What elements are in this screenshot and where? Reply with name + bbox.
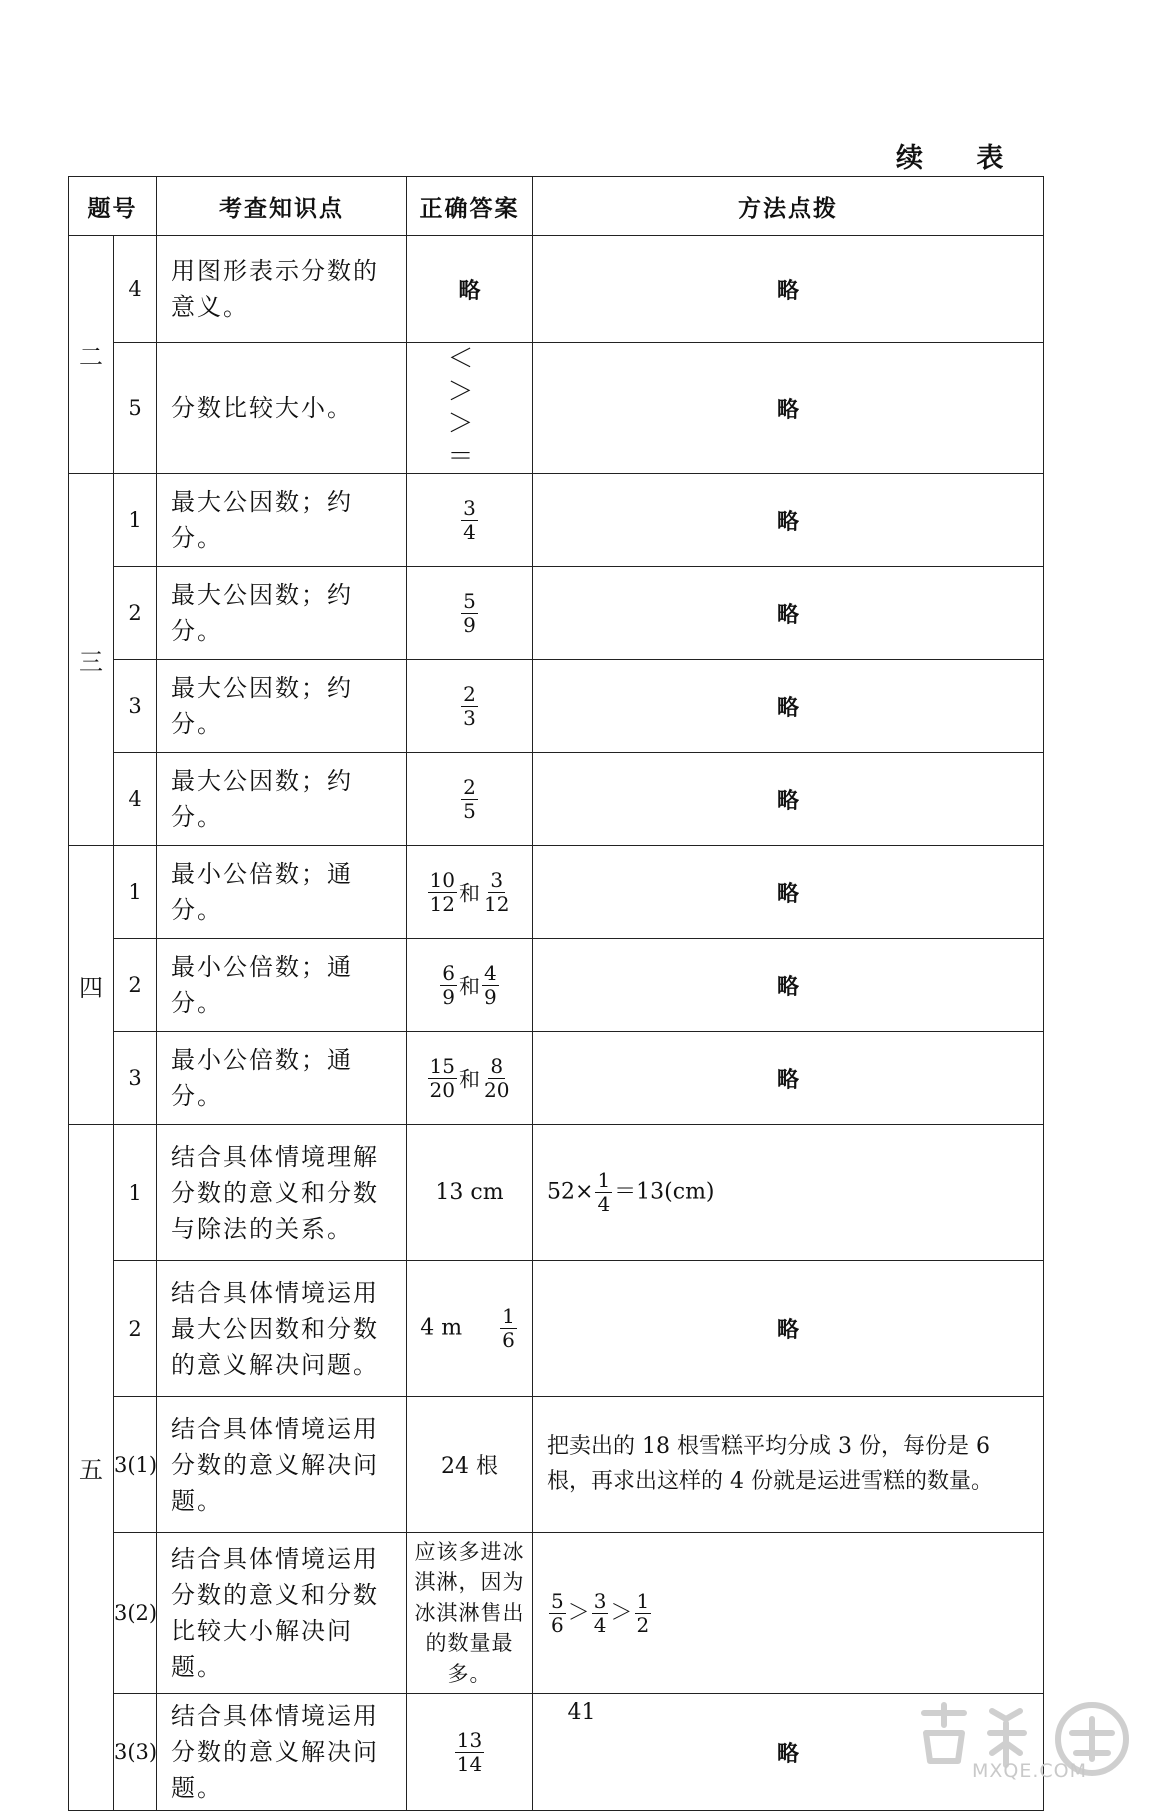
correct-answer <box>407 660 533 753</box>
fraction: $\frac{2}{5}$ <box>463 774 476 823</box>
method-tip: 把卖出的 18 根雪糕平均分成 3 份，每份是 6 根，再求出这样的 4 份就是运进雪糕的数量。 <box>533 1397 1044 1533</box>
section-label: 五 <box>69 1125 114 1811</box>
method-tip: 略 <box>533 343 1044 474</box>
answer-length: 4 m <box>420 1315 463 1341</box>
continued-table-label: 续 表 <box>896 143 1026 174</box>
question-number: 2 <box>114 567 157 660</box>
question-number: 1 <box>114 474 157 567</box>
method-tip: 略 <box>533 474 1044 567</box>
table-row <box>69 1125 1044 1261</box>
question-number: 4 <box>114 236 157 343</box>
knowledge-point: 结合具体情境理解分数的意义和分数与除法的关系。 <box>157 1125 407 1261</box>
knowledge-point: 结合具体情境运用分数的意义解决问题。 <box>157 1694 407 1811</box>
and-word: 和 <box>459 974 480 998</box>
header-question-number: 题号 <box>69 177 157 236</box>
method-tip: 略 <box>533 1261 1044 1397</box>
fraction: $\frac{3}{4}$ <box>593 1588 607 1637</box>
correct-answer <box>407 1261 533 1397</box>
question-number: 1 <box>114 1125 157 1261</box>
page-number: 41 <box>567 1700 596 1725</box>
answer-table <box>68 176 1044 1811</box>
method-tip: 略 <box>533 939 1044 1032</box>
greater-than-sign: ＞ <box>610 1600 633 1626</box>
correct-answer: 应该多进冰淇淋，因为冰淇淋售出的数量最多。 <box>407 1533 533 1694</box>
fraction: $\frac{8}{20}$ <box>484 1053 510 1102</box>
table-header-row <box>69 177 1044 236</box>
fraction: $\frac{1}{6}$ <box>502 1304 515 1352</box>
correct-answer <box>407 846 533 939</box>
correct-answer <box>407 474 533 567</box>
question-number: 3(3) <box>114 1694 157 1811</box>
formula-suffix: ＝13(cm) <box>614 1179 715 1205</box>
fraction: $\frac{3}{4}$ <box>463 495 476 544</box>
fraction: $\frac{1}{4}$ <box>597 1168 611 1216</box>
method-tip: 略 <box>533 236 1044 343</box>
correct-answer <box>407 567 533 660</box>
knowledge-point: 最小公倍数；通分。 <box>157 1032 407 1125</box>
correct-answer <box>407 1032 533 1125</box>
table-row <box>69 1533 1044 1694</box>
method-tip: 略 <box>533 846 1044 939</box>
table-row <box>69 939 1044 1032</box>
table-row <box>69 1032 1044 1125</box>
question-number: 5 <box>114 343 157 474</box>
knowledge-point: 最大公因数；约分。 <box>157 660 407 753</box>
section-label: 二 <box>69 236 114 474</box>
fraction: $\frac{5}{9}$ <box>463 588 476 637</box>
knowledge-point: 最小公倍数；通分。 <box>157 846 407 939</box>
header-method-tip: 方法点拨 <box>533 177 1044 236</box>
and-word: 和 <box>459 881 480 905</box>
correct-answer: 略 <box>407 236 533 343</box>
fraction: $\frac{1}{2}$ <box>636 1588 650 1637</box>
watermark-text: MXQE.COM <box>972 1760 1088 1782</box>
method-tip <box>533 1125 1044 1261</box>
table-row <box>69 660 1044 753</box>
method-tip: 略 <box>533 660 1044 753</box>
knowledge-point: 最大公因数；约分。 <box>157 474 407 567</box>
correct-answer: 24 根 <box>407 1397 533 1533</box>
question-number: 3 <box>114 1032 157 1125</box>
question-number: 3(2) <box>114 1533 157 1694</box>
greater-than-sign: ＞ <box>567 1600 590 1626</box>
method-tip: 略 <box>533 567 1044 660</box>
question-number: 4 <box>114 753 157 846</box>
table-row <box>69 753 1044 846</box>
comparison-symbols-line-1: ＜ ＞ <box>447 344 536 407</box>
knowledge-point: 最小公倍数；通分。 <box>157 939 407 1032</box>
fraction: $\frac{4}{9}$ <box>484 960 497 1009</box>
table-row <box>69 343 1044 474</box>
knowledge-point: 最大公因数；约分。 <box>157 567 407 660</box>
question-number: 2 <box>114 1261 157 1397</box>
table-row <box>69 846 1044 939</box>
correct-answer: 13 cm <box>407 1125 533 1261</box>
correct-answer <box>407 343 536 474</box>
knowledge-point: 最大公因数；约分。 <box>157 753 407 846</box>
question-number: 3 <box>114 660 157 753</box>
method-tip: 略 <box>533 1032 1044 1125</box>
header-correct-answer: 正确答案 <box>407 177 533 236</box>
fraction: $\frac{5}{6}$ <box>551 1588 564 1637</box>
correct-answer <box>407 939 533 1032</box>
knowledge-point: 结合具体情境运用分数的意义解决问题。 <box>157 1397 407 1533</box>
fraction: $\frac{13}{14}$ <box>456 1727 483 1776</box>
knowledge-point: 分数比较大小。 <box>157 343 407 474</box>
correct-answer <box>407 753 533 846</box>
table-row <box>69 1261 1044 1397</box>
knowledge-point: 结合具体情境运用最大公因数和分数的意义解决问题。 <box>157 1261 407 1397</box>
table-row <box>69 1397 1044 1533</box>
question-number: 1 <box>114 846 157 939</box>
method-tip: 略 <box>533 1694 1044 1811</box>
knowledge-point: 用图形表示分数的意义。 <box>157 236 407 343</box>
header-knowledge-point: 考查知识点 <box>157 177 407 236</box>
section-label: 三 <box>69 474 114 846</box>
fraction: $\frac{10}{12}$ <box>429 867 455 916</box>
fraction: $\frac{2}{3}$ <box>463 681 476 730</box>
fraction: $\frac{15}{20}$ <box>429 1053 455 1102</box>
knowledge-point: 结合具体情境运用分数的意义和分数比较大小解决问题。 <box>157 1533 407 1694</box>
and-word: 和 <box>459 1067 480 1091</box>
method-tip <box>533 1533 1044 1694</box>
section-label: 四 <box>69 846 114 1125</box>
question-number: 2 <box>114 939 157 1032</box>
fraction: $\frac{3}{12}$ <box>484 867 510 916</box>
table-row <box>69 236 1044 343</box>
question-number: 3(1) <box>114 1397 157 1533</box>
method-tip: 略 <box>533 753 1044 846</box>
formula-prefix: 52× <box>547 1179 594 1205</box>
comparison-symbols-line-2: ＞ ＝ <box>447 409 536 472</box>
fraction: $\frac{6}{9}$ <box>442 960 455 1009</box>
table-row <box>69 474 1044 567</box>
table-row <box>69 567 1044 660</box>
